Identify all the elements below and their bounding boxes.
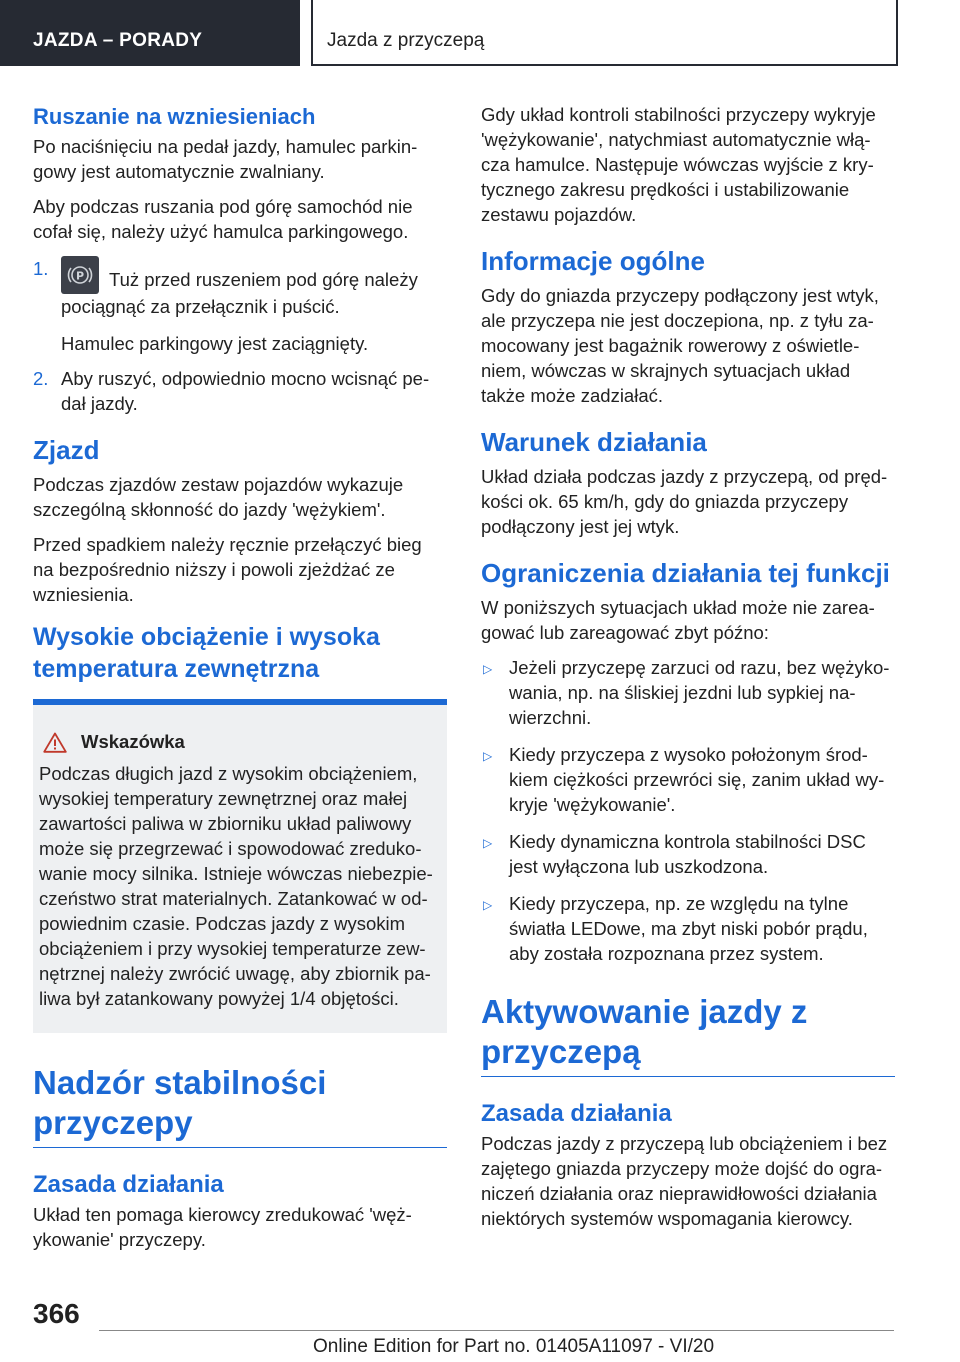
warning-icon: [43, 732, 67, 753]
header-section-tab: [0, 0, 300, 66]
heading-warunek: Warunek działania: [481, 427, 707, 457]
step-item: [33, 366, 447, 416]
bullet-triangle-icon: ▷: [483, 749, 493, 763]
note-text: Podczas długich jazd z wysokim obciążeniem, wysokiej temperatury zewnętrznej oraz małej zawartości paliwa w zbiorniku układ paliwowy może się przegrzewać i spowodować zreduko-wanie mocy silnika. Istnieje wówczas niebezpie-czeństwo strat materialnych. Zatankować w od-powiednim czasie. Podczas jazdy z wysokim obciążeniem i przy wysokiej temperaturze zew-nętrznej należy zwrócić uwagę, aby zbiornik pa-liwa był zatankowany powyżej 1/4 objętości.: [39, 763, 433, 1009]
header-chapter-tab: [311, 0, 898, 66]
note-title: [39, 731, 439, 753]
right-column: [481, 102, 895, 1241]
header-chapter-label: Jazda z przyczepą: [327, 30, 485, 51]
list-item: [481, 829, 895, 879]
list-item-text: Kiedy przyczepa z wysoko położonym środ-kiem ciężkości przewróci się, zanim układ wy-kryje 'wężykowanie'.: [509, 744, 885, 815]
limitations-list: [481, 655, 895, 966]
list-item: [481, 742, 895, 817]
bullet-triangle-icon: ▷: [483, 836, 493, 850]
paragraph: Podczas jazdy z przyczepą lub obciążeniem i bez zajętego gniazda przyczepy może dojść do ogra-niczeń działania oraz nieprawidłowości działania niektórych systemów wspomagania kierowcy.: [481, 1133, 888, 1229]
parking-brake-icon: [61, 256, 99, 294]
step-number: 1.: [33, 258, 49, 279]
note-box: [33, 699, 447, 1033]
list-item-text: Kiedy przyczepa, np. ze względu na tylne światła LEDowe, ma zbyt niski pobór prądu, aby została rozpoznana przez system.: [509, 893, 868, 964]
heading-zasada: Zasada działania: [33, 1171, 224, 1198]
heading-ruszanie: Ruszanie na wzniesieniach: [33, 104, 316, 129]
step-number: 2.: [33, 368, 49, 389]
paragraph: Podczas zjazdów zestaw pojazdów wykazuje szczególną skłonność do jazdy 'wężykiem'.: [33, 474, 404, 520]
heading-nadzor: Nadzór stabilności przyczepy: [33, 1063, 447, 1148]
heading-aktywowanie: Aktywowanie jazdy z przyczepą: [481, 992, 895, 1077]
footer-divider: [99, 1330, 894, 1331]
list-item: [481, 655, 895, 730]
list-item-text: Jeżeli przyczepę zarzuci od razu, bez wężyko-wania, np. na śliskiej jezdni lub sypkiej na-wierzchni.: [509, 657, 890, 728]
header-section-label: JAZDA – PORADY: [33, 30, 203, 51]
heading-zasada: Zasada działania: [481, 1100, 672, 1127]
step-text: Tuż przed ruszeniem pod górę należy pociągnąć za przełącznik i puścić.: [61, 269, 418, 317]
paragraph: Gdy do gniazda przyczepy podłączony jest wtyk, ale przyczepa nie jest doczepiona, np. z tyłu za-mocowany jest bagażnik rowerowy z oświetle-niem, wówczas w skrajnych sytuacjach układ także może zadziałać.: [481, 285, 879, 406]
paragraph: Gdy układ kontroli stabilności przyczepy wykryje 'wężykowanie', natychmiast automatycznie włą-cza hamulce. Następuje wówczas wyjście z kry-tycznego zakresu prędkości i ustabilizowanie zestawu pojazdów.: [481, 104, 876, 225]
list-item: [481, 891, 895, 966]
footer-edition: Online Edition for Part no. 01405A11097 - VI/20: [313, 1336, 715, 1357]
paragraph: Przed spadkiem należy ręcznie przełączyć bieg na bezpośrednio niższy i powoli zjeżdżać ze wzniesienia.: [33, 534, 422, 605]
list-item-text: Kiedy dynamiczna kontrola stabilności DSC jest wyłączona lub uszkodzona.: [509, 831, 866, 877]
step-text: Aby ruszyć, odpowiednio mocno wcisnąć pe-dał jazdy.: [61, 368, 430, 414]
step-item: [33, 256, 447, 356]
heading-ograniczenia: Ograniczenia działania tej funkcji: [481, 558, 890, 588]
note-title-text: Wskazówka: [81, 731, 185, 752]
heading-zjazd: Zjazd: [33, 435, 100, 465]
paragraph: Aby podczas ruszania pod górę samochód nie cofał się, należy użyć hamulca parkingowego.: [33, 196, 413, 242]
bullet-triangle-icon: ▷: [483, 898, 493, 912]
paragraph: W poniższych sytuacjach układ może nie zarea-gować lub zareagować zbyt późno:: [481, 597, 875, 643]
paragraph: Układ ten pomaga kierowcy zredukować 'węż-ykowanie' przyczepy.: [33, 1204, 412, 1250]
paragraph: Po naciśnięciu na pedał jazdy, hamulec parkin-gowy jest automatycznie zwalniany.: [33, 136, 418, 182]
heading-load: Wysokie obciążenie i wysoka temperatura zewnętrzna: [33, 623, 380, 683]
heading-info: Informacje ogólne: [481, 246, 705, 276]
steps-list: [33, 256, 447, 416]
svg-text:P: P: [75, 269, 85, 283]
paragraph: Układ działa podczas jazdy z przyczepą, od pręd-kości ok. 65 km/h, gdy do gniazda przyczepy podłączony jest jej wtyk.: [481, 466, 888, 537]
left-column: [33, 102, 447, 1262]
step-result: Hamulec parkingowy jest zaciągnięty.: [61, 333, 369, 354]
page-number: 366: [33, 1298, 80, 1329]
bullet-triangle-icon: ▷: [483, 662, 493, 676]
